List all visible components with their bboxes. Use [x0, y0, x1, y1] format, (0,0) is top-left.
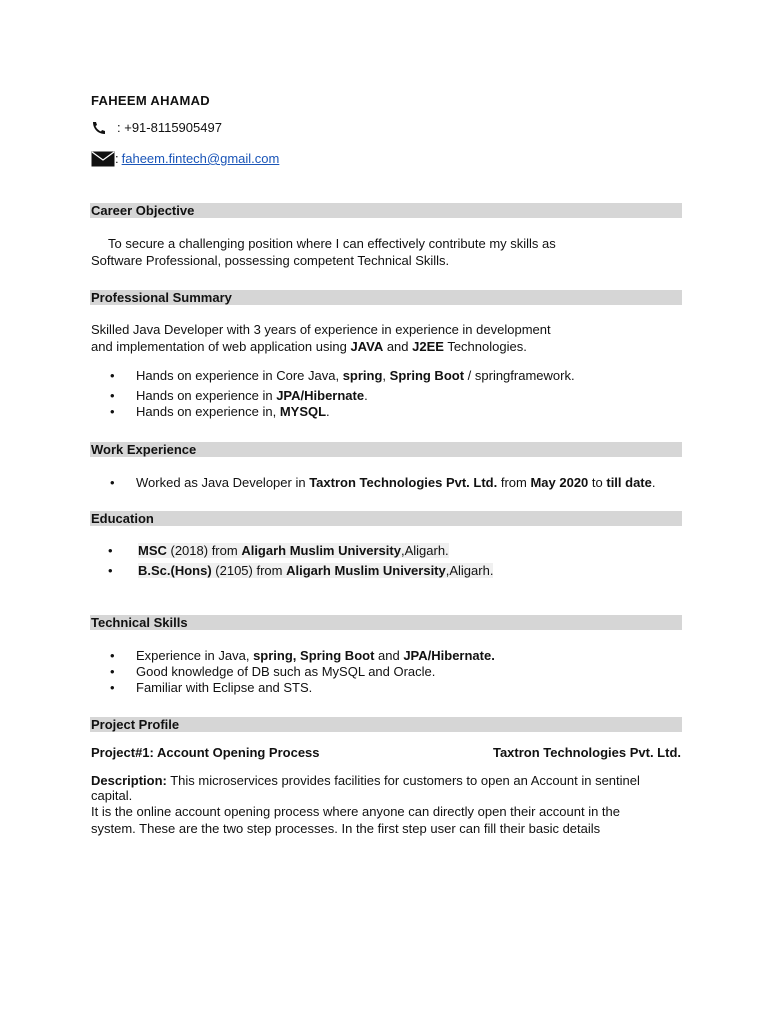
description-line-3: It is the online account opening process where anyone can directly open their account in the: [91, 804, 621, 819]
technical-skills-heading: Technical Skills: [90, 615, 682, 630]
career-objective-text: [91, 235, 691, 269]
candidate-name: FAHEEM AHAMAD: [91, 93, 210, 108]
summary-line-1: Skilled Java Developer with 3 years of experience in experience in development: [91, 322, 551, 337]
work-experience-bullets: [110, 475, 656, 491]
list-item: • Hands on experience in, MYSQL.: [110, 404, 575, 420]
education-bullets: [108, 541, 493, 581]
email-line: [91, 151, 279, 166]
list-item: • Good knowledge of DB such as MySQL and Oracle.: [110, 664, 495, 680]
project-company: Taxtron Technologies Pvt. Ltd.: [492, 745, 681, 760]
list-item: • Familiar with Eclipse and STS.: [110, 680, 495, 696]
career-objective-heading: Career Objective: [90, 203, 682, 218]
list-item: • MSC (2018) from Aligarh Muslim University,Aligarh.: [108, 541, 493, 561]
work-experience-heading: Work Experience: [90, 442, 682, 457]
education-heading: Education: [90, 511, 682, 526]
list-item: • Hands on experience in Core Java, spring, Spring Boot / springframework.: [110, 368, 575, 384]
career-objective-line-1: To secure a challenging position where I can effectively contribute my skills as: [108, 236, 556, 251]
description-line-2: capital.: [91, 788, 133, 803]
email-separator: :: [115, 151, 119, 166]
career-objective-line-2: Software Professional, possessing competent Technical Skills.: [91, 253, 450, 268]
list-item: • Hands on experience in JPA/Hibernate.: [110, 388, 575, 404]
phone-line: [91, 120, 222, 135]
project-title: Project#1: Account Opening Process: [91, 745, 320, 760]
phone-icon: [91, 121, 111, 135]
phone-number: : +91-8115905497: [117, 120, 222, 135]
envelope-icon: [91, 152, 115, 166]
project-profile-heading: Project Profile: [90, 717, 682, 732]
list-item: • B.Sc.(Hons) (2105) from Aligarh Muslim University,Aligarh.: [108, 561, 493, 581]
project-title-row: [91, 745, 681, 760]
project-description: [91, 773, 671, 836]
list-item: • Experience in Java, spring, Spring Boot and JPA/Hibernate.: [110, 648, 495, 664]
professional-summary-text: [91, 321, 691, 355]
email-link[interactable]: faheem.fintech@gmail.com: [121, 151, 280, 166]
list-item: • Worked as Java Developer in Taxtron Technologies Pvt. Ltd. from May 2020 to till date.: [110, 475, 656, 491]
description-line-1: Description: This microservices provides facilities for customers to open an Account in sentinel: [91, 773, 640, 788]
summary-line-2: and implementation of web application using JAVA and J2EE Technologies.: [91, 339, 527, 354]
description-line-4: system. These are the two step processes. In the first step user can fill their basic details: [91, 821, 601, 836]
technical-skills-bullets: [110, 648, 495, 696]
summary-bullets: [110, 368, 575, 420]
professional-summary-heading: Professional Summary: [90, 290, 682, 305]
